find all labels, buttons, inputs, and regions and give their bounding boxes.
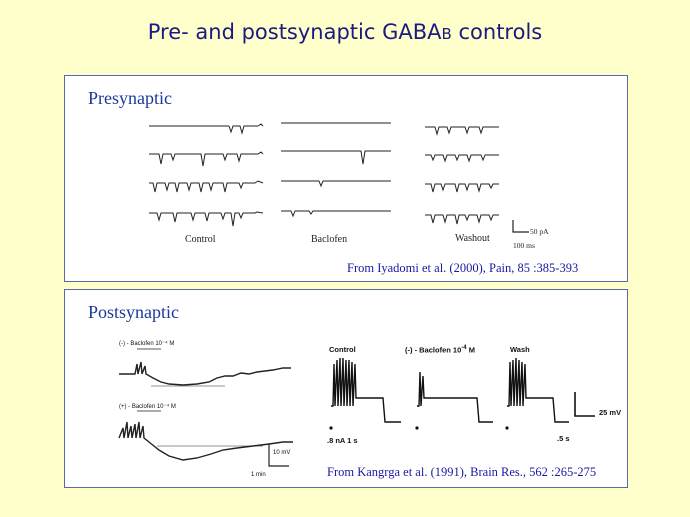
- baclofen-trace-3: [281, 181, 391, 186]
- presynaptic-scale-bar: [513, 220, 529, 232]
- slow-scale-voltage: 10 mV: [273, 450, 291, 456]
- washout-traces: [425, 127, 499, 224]
- slide-title-tail: controls: [451, 20, 543, 44]
- slide-title: [0, 20, 690, 44]
- spike-current-label: .8 nA 1 s: [327, 436, 358, 445]
- condition-label-washout: Washout: [455, 233, 490, 244]
- spike-trace-control: [331, 358, 401, 422]
- spike-label-baclofen-text: (-) - Baclofen 10: [405, 345, 462, 355]
- presynaptic-heading: Presynaptic: [88, 88, 172, 108]
- spike-scale-bar: [575, 392, 595, 416]
- slow-trace-2-label: (+) - Baclofen 10⁻⁴ M: [119, 404, 176, 410]
- spike-label-baclofen-exp: -4: [461, 345, 467, 351]
- condition-label-control: Control: [185, 234, 216, 245]
- slow-scale-time: 1 min: [251, 472, 266, 478]
- washout-trace-3: [425, 184, 499, 192]
- slide-title-subscript: B: [441, 25, 452, 43]
- control-traces: [149, 124, 263, 226]
- scale-current-label: 50 pA: [530, 227, 549, 236]
- baclofen-traces: [281, 123, 391, 216]
- stim-marker-baclofen: [415, 426, 418, 429]
- washout-trace-2: [425, 155, 499, 161]
- control-trace-2: [149, 152, 263, 166]
- control-trace-4: [149, 212, 263, 226]
- control-trace-1: [149, 124, 263, 133]
- stimulus-markers: [329, 426, 508, 429]
- baclofen-trace-2: [281, 151, 391, 164]
- spike-label-control: Control: [329, 345, 356, 354]
- spike-label-wash: Wash: [510, 345, 530, 354]
- postsynaptic-panel: [64, 289, 628, 488]
- presynaptic-citation: From Iyadomi et al. (2000), Pain, 85 :385-393: [347, 261, 579, 275]
- control-trace-3: [149, 181, 263, 192]
- washout-trace-1: [425, 127, 499, 134]
- postsynaptic-heading: Postsynaptic: [88, 302, 180, 322]
- presynaptic-panel: [64, 75, 628, 282]
- condition-label-baclofen: Baclofen: [311, 234, 348, 245]
- slide-title-main: Pre- and postsynaptic GABA: [147, 20, 442, 44]
- spike-scale-time: .5 s: [557, 434, 570, 443]
- postsynaptic-citation: From Kangrga et al. (1991), Brain Res., 562 :265-275: [327, 465, 597, 479]
- spike-trace-wash: [507, 358, 569, 422]
- slow-trace-2: [119, 422, 293, 460]
- slow-trace-1-label: (-) - Baclofen 10⁻⁴ M: [119, 341, 175, 347]
- slow-trace-1: [119, 362, 291, 385]
- stim-marker-wash: [505, 426, 508, 429]
- spike-label-baclofen: [405, 345, 475, 355]
- spike-label-baclofen-unit: M: [468, 345, 475, 355]
- baclofen-trace-4: [281, 211, 391, 216]
- spike-trace-baclofen: [417, 372, 493, 422]
- spike-scale-voltage: 25 mV: [599, 408, 622, 417]
- washout-trace-4: [425, 215, 499, 224]
- scale-time-label: 100 ms: [513, 241, 535, 250]
- stim-marker-control: [329, 426, 332, 429]
